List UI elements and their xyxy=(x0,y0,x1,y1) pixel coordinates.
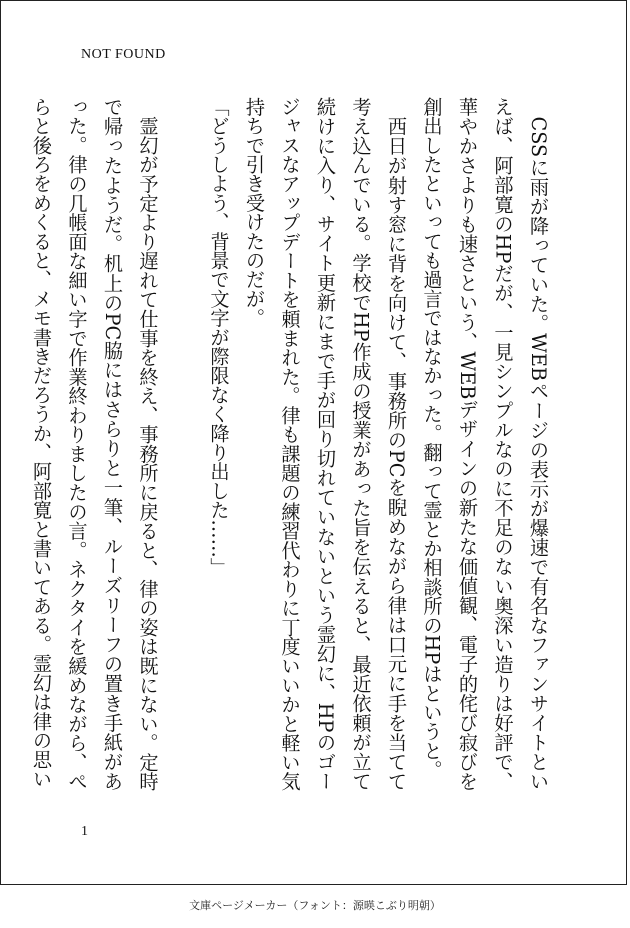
paragraph: 西日が射す窓に背を向けて、事務所のPCを睨めながら律は口元に手を当てて考え込んでいる。学校でHP作成の授業があった旨を伝えると、最近依頼が立て続けに入り、サイト更新にまで手が回り切れていないという霊幻に、HPのゴージャスなアップデートを頼まれた。律も課題の練習代わりに丁度いいかと軽い気持ちで引き受けたのだが。 xyxy=(243,97,408,791)
paragraph: CSSに雨が降っていた。WEBページの表示が爆速で有名なファンサイトといえば、阿部寛のHPだが、一見シンプルなのに不足のない奥深い造りは好評で、華やかさよりも速さという、WEBデザインの新たな価値観、電子的侘び寂びを創出したといっても過言ではなかった。翻って霊とか相談所のHPはというと。 xyxy=(420,97,550,791)
vertical-body-text xyxy=(30,97,556,791)
page-title: NOT FOUND xyxy=(81,47,166,62)
page-number: 1 xyxy=(81,824,88,839)
footer-credit: 文庫ページメーカー（フォント：源暎こぶり明朝） xyxy=(189,899,441,912)
paragraph: 霊幻が予定より遅れて仕事を終え、事務所に戻ると、律の姿は既にない。定時で帰ったようだ。机上のPC脇にはさらりと一筆、ルーズリーフの置き手紙があった。律の几帳面な細い字で作業終わりましたの言。ネクタイを緩めながら、ぺらと後ろをめくると、メモ書きだろうか、阿部寛と書いてある。霊幻は律の思い xyxy=(30,97,160,791)
paragraph: 「どうしよう、背景で文字が際限なく降り出した……」 xyxy=(207,97,231,577)
paragraph-blank-line xyxy=(166,97,202,791)
